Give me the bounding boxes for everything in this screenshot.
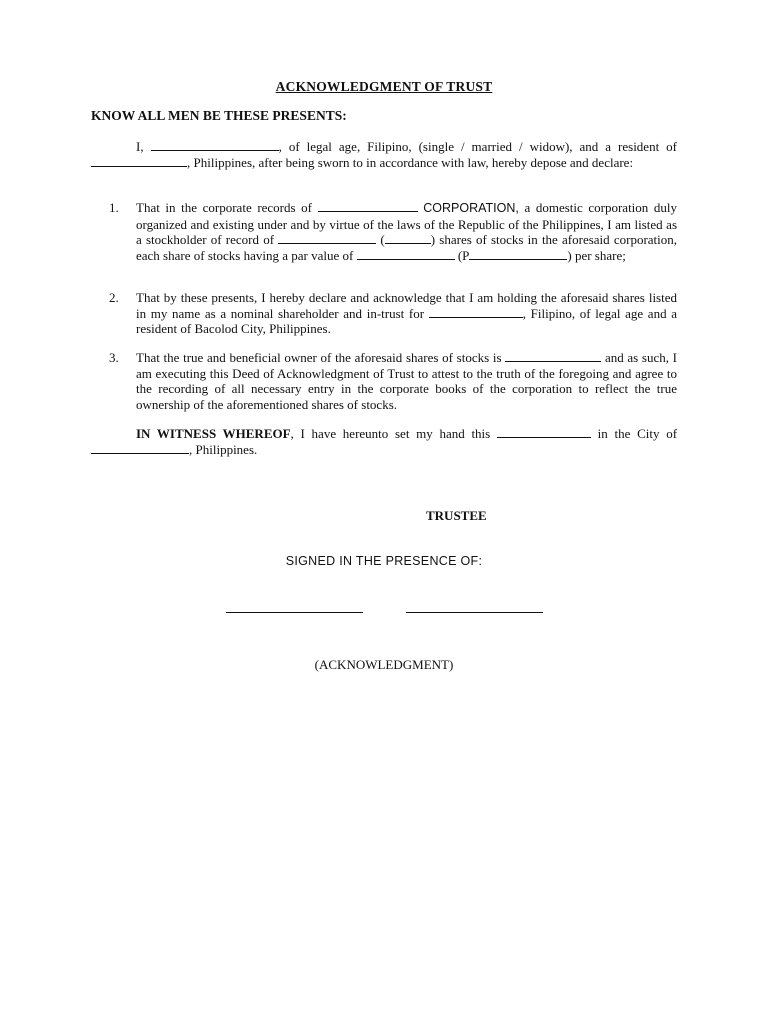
witness-text-1: , I have hereunto set my hand this (290, 426, 491, 441)
item-text (136, 200, 677, 263)
item-number: 1. (109, 200, 119, 215)
witness-text-2: in the City of (597, 426, 678, 441)
item-1-corporation: CORPORATION, (423, 201, 519, 215)
item-number: 2. (109, 290, 119, 305)
intro-text-2: , of legal age, Filipino, (single / married / widow), and a resident of (278, 139, 678, 154)
witness-bold: IN WITNESS WHEREOF (136, 426, 291, 441)
item-1-text-6: shares of stocks in the aforesaid corporation, each share of stocks having a par value of (136, 232, 678, 263)
corporation-blank (318, 201, 418, 212)
witness-text-3: , Philippines. (189, 441, 258, 457)
item-1-paren-close: ) (430, 232, 436, 247)
city-blank (91, 443, 189, 454)
item-2-text-1: That by these presents, I hereby declare and acknowledge that I am holding the aforesaid shares listed in my name as a nominal shareholder and in-trust for (136, 290, 677, 321)
shares-count-blank (278, 233, 376, 244)
intro-text-1: I, (136, 139, 144, 154)
item-3-text-2: and as such, I am executing this Deed of Acknowledgment of Trust to attest to the truth of the foregoing and agree to the recording of all necessary entry in the corporate books of the corporation to reflect the true ownership of the aforementioned shares of stocks. (136, 350, 678, 412)
date-blank (497, 427, 591, 438)
item-1-peso-open: (P (457, 247, 470, 263)
witness-paragraph (91, 426, 677, 457)
signed-presence-label: SIGNED IN THE PRESENCE OF: (285, 554, 483, 568)
document-heading: KNOW ALL MEN BE THESE PRESENTS: (91, 108, 347, 123)
item-3-text-1: That the true and beneficial owner of the aforesaid shares of stocks is (136, 350, 502, 365)
document-title: ACKNOWLEDGMENT OF TRUST (275, 79, 493, 94)
item-text (136, 350, 677, 412)
item-1-text-8: ) per share; (567, 247, 626, 263)
trustee-label: TRUSTEE (426, 508, 487, 523)
intro-text-3: , Philippines, after being sworn to in accordance with law, hereby depose and declare: (187, 154, 634, 170)
shares-words-blank (385, 233, 431, 244)
item-1-text-3: a domestic corporation duly organized and existing under and by virtue of the laws of the Republic of the Philippines, I am listed as a stockholder of record of (136, 200, 678, 247)
item-text (136, 290, 677, 337)
witness-signature-line-2 (406, 612, 543, 613)
list-item (109, 290, 677, 340)
residence-blank (91, 156, 187, 167)
item-1-paren-open: ( (380, 232, 385, 247)
trust-for-blank (429, 307, 523, 318)
intro-paragraph (91, 139, 677, 170)
par-value-amount-blank (469, 249, 567, 260)
list-item (109, 350, 677, 414)
item-1-text-1: That in the corporate records of (136, 200, 313, 215)
list-item (109, 200, 677, 280)
par-value-blank (357, 249, 455, 260)
witness-signature-line-1 (226, 612, 363, 613)
item-number: 3. (109, 350, 119, 365)
beneficial-owner-blank (505, 351, 601, 362)
name-blank (151, 140, 279, 151)
acknowledgment-label: (ACKNOWLEDGMENT) (314, 657, 454, 672)
item-2-text-2: , Filipino, of legal age and a resident of Bacolod City, Philippines. (136, 305, 677, 336)
